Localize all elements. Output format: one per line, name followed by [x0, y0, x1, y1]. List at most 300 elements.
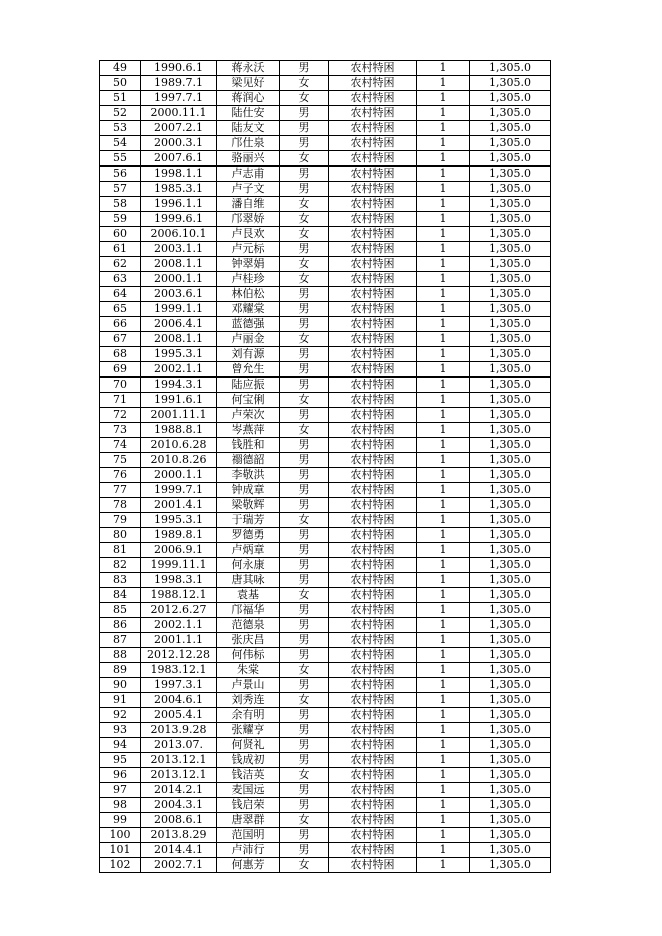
amount-cell: 1,305.0 [470, 783, 551, 798]
name-cell: 张耀亨 [217, 723, 280, 738]
gender-cell: 男 [280, 678, 329, 693]
row-number-cell: 91 [100, 693, 141, 708]
row-number-cell: 64 [100, 287, 141, 302]
category-cell: 农村特困 [329, 347, 417, 362]
row-number-cell: 54 [100, 136, 141, 151]
amount-cell: 1,305.0 [470, 212, 551, 227]
date-cell: 2003.6.1 [141, 287, 217, 302]
row-number-cell: 66 [100, 317, 141, 332]
date-cell: 2002.1.1 [141, 362, 217, 378]
count-cell: 1 [417, 302, 470, 317]
date-cell: 2000.11.1 [141, 106, 217, 121]
category-cell: 农村特困 [329, 272, 417, 287]
row-number-cell: 68 [100, 347, 141, 362]
table-row [100, 513, 551, 528]
date-cell: 1988.8.1 [141, 423, 217, 438]
amount-cell: 1,305.0 [470, 558, 551, 573]
date-cell: 1988.12.1 [141, 588, 217, 603]
amount-cell: 1,305.0 [470, 753, 551, 768]
category-cell: 农村特困 [329, 438, 417, 453]
count-cell: 1 [417, 603, 470, 618]
table-row [100, 61, 551, 76]
amount-cell: 1,305.0 [470, 828, 551, 843]
gender-cell: 男 [280, 603, 329, 618]
row-number-cell: 61 [100, 242, 141, 257]
amount-cell: 1,305.0 [470, 393, 551, 408]
table-row [100, 347, 551, 362]
gender-cell: 男 [280, 408, 329, 423]
category-cell: 农村特困 [329, 257, 417, 272]
table-row [100, 423, 551, 438]
gender-cell: 男 [280, 558, 329, 573]
category-cell: 农村特困 [329, 91, 417, 106]
category-cell: 农村特困 [329, 106, 417, 121]
gender-cell: 男 [280, 453, 329, 468]
date-cell: 2008.6.1 [141, 813, 217, 828]
date-cell: 1989.8.1 [141, 528, 217, 543]
category-cell: 农村特困 [329, 858, 417, 873]
name-cell: 李敬洪 [217, 468, 280, 483]
table-row [100, 663, 551, 678]
count-cell: 1 [417, 212, 470, 227]
gender-cell: 男 [280, 633, 329, 648]
amount-cell: 1,305.0 [470, 317, 551, 332]
gender-cell: 男 [280, 543, 329, 558]
amount-cell: 1,305.0 [470, 858, 551, 873]
gender-cell: 女 [280, 858, 329, 873]
category-cell: 农村特困 [329, 528, 417, 543]
category-cell: 农村特困 [329, 588, 417, 603]
date-cell: 2013.9.28 [141, 723, 217, 738]
date-cell: 2008.1.1 [141, 257, 217, 272]
count-cell: 1 [417, 723, 470, 738]
date-cell: 1998.1.1 [141, 166, 217, 182]
table-row [100, 633, 551, 648]
name-cell: 蓝德强 [217, 317, 280, 332]
name-cell: 于瑞芳 [217, 513, 280, 528]
date-cell: 2014.2.1 [141, 783, 217, 798]
category-cell: 农村特困 [329, 468, 417, 483]
name-cell: 余有明 [217, 708, 280, 723]
count-cell: 1 [417, 362, 470, 378]
gender-cell: 男 [280, 798, 329, 813]
date-cell: 2004.3.1 [141, 798, 217, 813]
row-number-cell: 49 [100, 61, 141, 76]
count-cell: 1 [417, 543, 470, 558]
count-cell: 1 [417, 498, 470, 513]
row-number-cell: 93 [100, 723, 141, 738]
date-cell: 2004.6.1 [141, 693, 217, 708]
date-cell: 1994.3.1 [141, 377, 217, 393]
name-cell: 卢丽金 [217, 332, 280, 347]
count-cell: 1 [417, 708, 470, 723]
category-cell: 农村特困 [329, 618, 417, 633]
date-cell: 2010.6.28 [141, 438, 217, 453]
count-cell: 1 [417, 618, 470, 633]
date-cell: 1996.1.1 [141, 197, 217, 212]
row-number-cell: 65 [100, 302, 141, 317]
category-cell: 农村特困 [329, 332, 417, 347]
gender-cell: 女 [280, 257, 329, 272]
amount-cell: 1,305.0 [470, 166, 551, 182]
amount-cell: 1,305.0 [470, 528, 551, 543]
category-cell: 农村特困 [329, 738, 417, 753]
table-row [100, 332, 551, 347]
category-cell: 农村特困 [329, 558, 417, 573]
amount-cell: 1,305.0 [470, 798, 551, 813]
count-cell: 1 [417, 663, 470, 678]
row-number-cell: 100 [100, 828, 141, 843]
gender-cell: 女 [280, 693, 329, 708]
table-row [100, 618, 551, 633]
count-cell: 1 [417, 843, 470, 858]
table-row [100, 468, 551, 483]
table-row [100, 798, 551, 813]
amount-cell: 1,305.0 [470, 513, 551, 528]
amount-cell: 1,305.0 [470, 272, 551, 287]
table-row [100, 573, 551, 588]
date-cell: 2000.3.1 [141, 136, 217, 151]
table-row [100, 453, 551, 468]
category-cell: 农村特困 [329, 61, 417, 76]
amount-cell: 1,305.0 [470, 242, 551, 257]
gender-cell: 男 [280, 438, 329, 453]
table-row [100, 528, 551, 543]
category-cell: 农村特困 [329, 723, 417, 738]
gender-cell: 女 [280, 197, 329, 212]
name-cell: 陆友文 [217, 121, 280, 136]
amount-cell: 1,305.0 [470, 843, 551, 858]
category-cell: 农村特困 [329, 798, 417, 813]
count-cell: 1 [417, 513, 470, 528]
row-number-cell: 69 [100, 362, 141, 378]
count-cell: 1 [417, 693, 470, 708]
gender-cell: 男 [280, 498, 329, 513]
count-cell: 1 [417, 573, 470, 588]
amount-cell: 1,305.0 [470, 648, 551, 663]
count-cell: 1 [417, 347, 470, 362]
row-number-cell: 60 [100, 227, 141, 242]
table-row [100, 738, 551, 753]
gender-cell: 男 [280, 783, 329, 798]
table-row [100, 603, 551, 618]
amount-cell: 1,305.0 [470, 663, 551, 678]
date-cell: 2001.4.1 [141, 498, 217, 513]
name-cell: 卢荣次 [217, 408, 280, 423]
gender-cell: 男 [280, 362, 329, 378]
name-cell: 蒋润心 [217, 91, 280, 106]
table-row [100, 76, 551, 91]
amount-cell: 1,305.0 [470, 91, 551, 106]
amount-cell: 1,305.0 [470, 498, 551, 513]
table-row [100, 783, 551, 798]
amount-cell: 1,305.0 [470, 453, 551, 468]
row-number-cell: 62 [100, 257, 141, 272]
table-row [100, 843, 551, 858]
row-number-cell: 86 [100, 618, 141, 633]
count-cell: 1 [417, 227, 470, 242]
table-row [100, 828, 551, 843]
name-cell: 邓耀棠 [217, 302, 280, 317]
name-cell: 朱棠 [217, 663, 280, 678]
name-cell: 麦国远 [217, 783, 280, 798]
name-cell: 岑燕萍 [217, 423, 280, 438]
name-cell: 卢子文 [217, 182, 280, 197]
row-number-cell: 70 [100, 377, 141, 393]
name-cell: 钟成章 [217, 483, 280, 498]
name-cell: 卢元标 [217, 242, 280, 257]
name-cell: 卢志甫 [217, 166, 280, 182]
count-cell: 1 [417, 678, 470, 693]
table-row [100, 272, 551, 287]
gender-cell: 女 [280, 76, 329, 91]
gender-cell: 女 [280, 272, 329, 287]
name-cell: 范国明 [217, 828, 280, 843]
date-cell: 1999.11.1 [141, 558, 217, 573]
row-number-cell: 74 [100, 438, 141, 453]
date-cell: 2008.1.1 [141, 332, 217, 347]
count-cell: 1 [417, 738, 470, 753]
category-cell: 农村特困 [329, 783, 417, 798]
row-number-cell: 55 [100, 151, 141, 167]
row-number-cell: 72 [100, 408, 141, 423]
date-cell: 2000.1.1 [141, 272, 217, 287]
count-cell: 1 [417, 121, 470, 136]
name-cell: 禤德韶 [217, 453, 280, 468]
amount-cell: 1,305.0 [470, 362, 551, 378]
name-cell: 曾允生 [217, 362, 280, 378]
amount-cell: 1,305.0 [470, 468, 551, 483]
amount-cell: 1,305.0 [470, 483, 551, 498]
amount-cell: 1,305.0 [470, 618, 551, 633]
amount-cell: 1,305.0 [470, 768, 551, 783]
name-cell: 刘秀连 [217, 693, 280, 708]
table-row [100, 106, 551, 121]
name-cell: 刘有源 [217, 347, 280, 362]
table-row [100, 136, 551, 151]
category-cell: 农村特困 [329, 408, 417, 423]
count-cell: 1 [417, 151, 470, 167]
table-row [100, 121, 551, 136]
count-cell: 1 [417, 813, 470, 828]
count-cell: 1 [417, 136, 470, 151]
amount-cell: 1,305.0 [470, 543, 551, 558]
category-cell: 农村特困 [329, 136, 417, 151]
category-cell: 农村特困 [329, 317, 417, 332]
category-cell: 农村特困 [329, 453, 417, 468]
category-cell: 农村特困 [329, 423, 417, 438]
category-cell: 农村特困 [329, 393, 417, 408]
date-cell: 2001.1.1 [141, 633, 217, 648]
table-row [100, 317, 551, 332]
name-cell: 唐其咏 [217, 573, 280, 588]
gender-cell: 男 [280, 377, 329, 393]
amount-cell: 1,305.0 [470, 332, 551, 347]
table-row [100, 723, 551, 738]
name-cell: 卢炳章 [217, 543, 280, 558]
amount-cell: 1,305.0 [470, 423, 551, 438]
gender-cell: 男 [280, 483, 329, 498]
row-number-cell: 63 [100, 272, 141, 287]
gender-cell: 女 [280, 227, 329, 242]
gender-cell: 女 [280, 423, 329, 438]
category-cell: 农村特困 [329, 843, 417, 858]
gender-cell: 男 [280, 121, 329, 136]
date-cell: 2006.10.1 [141, 227, 217, 242]
date-cell: 2010.8.26 [141, 453, 217, 468]
gender-cell: 女 [280, 91, 329, 106]
name-cell: 何永康 [217, 558, 280, 573]
name-cell: 何伟标 [217, 648, 280, 663]
date-cell: 2002.7.1 [141, 858, 217, 873]
row-number-cell: 94 [100, 738, 141, 753]
table-row [100, 648, 551, 663]
date-cell: 2007.6.1 [141, 151, 217, 167]
name-cell: 陆应振 [217, 377, 280, 393]
table-row [100, 362, 551, 378]
amount-cell: 1,305.0 [470, 813, 551, 828]
table-row [100, 151, 551, 167]
gender-cell: 男 [280, 648, 329, 663]
date-cell: 2013.07. [141, 738, 217, 753]
row-number-cell: 85 [100, 603, 141, 618]
gender-cell: 男 [280, 828, 329, 843]
name-cell: 何惠芳 [217, 858, 280, 873]
name-cell: 卢景山 [217, 678, 280, 693]
amount-cell: 1,305.0 [470, 106, 551, 121]
gender-cell: 女 [280, 768, 329, 783]
table-row [100, 438, 551, 453]
amount-cell: 1,305.0 [470, 76, 551, 91]
table-row [100, 708, 551, 723]
name-cell: 范德泉 [217, 618, 280, 633]
gender-cell: 男 [280, 317, 329, 332]
gender-cell: 男 [280, 618, 329, 633]
gender-cell: 女 [280, 588, 329, 603]
table-row [100, 858, 551, 873]
row-number-cell: 98 [100, 798, 141, 813]
count-cell: 1 [417, 332, 470, 347]
date-cell: 2005.4.1 [141, 708, 217, 723]
count-cell: 1 [417, 453, 470, 468]
date-cell: 1999.7.1 [141, 483, 217, 498]
gender-cell: 女 [280, 151, 329, 167]
amount-cell: 1,305.0 [470, 708, 551, 723]
gender-cell: 女 [280, 332, 329, 347]
gender-cell: 女 [280, 212, 329, 227]
table-row [100, 227, 551, 242]
gender-cell: 男 [280, 287, 329, 302]
date-cell: 1999.1.1 [141, 302, 217, 317]
category-cell: 农村特困 [329, 753, 417, 768]
name-cell: 张庆昌 [217, 633, 280, 648]
row-number-cell: 84 [100, 588, 141, 603]
table-row [100, 768, 551, 783]
table-row [100, 182, 551, 197]
gender-cell: 男 [280, 753, 329, 768]
count-cell: 1 [417, 61, 470, 76]
row-number-cell: 56 [100, 166, 141, 182]
name-cell: 何宝俐 [217, 393, 280, 408]
table-row [100, 242, 551, 257]
date-cell: 1998.3.1 [141, 573, 217, 588]
amount-cell: 1,305.0 [470, 182, 551, 197]
count-cell: 1 [417, 648, 470, 663]
date-cell: 1997.7.1 [141, 91, 217, 106]
name-cell: 袁基 [217, 588, 280, 603]
gender-cell: 男 [280, 182, 329, 197]
row-number-cell: 67 [100, 332, 141, 347]
date-cell: 1983.12.1 [141, 663, 217, 678]
name-cell: 钱胜和 [217, 438, 280, 453]
gender-cell: 女 [280, 513, 329, 528]
table-body [100, 61, 551, 873]
category-cell: 农村特困 [329, 151, 417, 167]
row-number-cell: 82 [100, 558, 141, 573]
count-cell: 1 [417, 528, 470, 543]
category-cell: 农村特困 [329, 768, 417, 783]
amount-cell: 1,305.0 [470, 302, 551, 317]
gender-cell: 男 [280, 136, 329, 151]
row-number-cell: 71 [100, 393, 141, 408]
amount-cell: 1,305.0 [470, 633, 551, 648]
count-cell: 1 [417, 106, 470, 121]
category-cell: 农村特困 [329, 633, 417, 648]
row-number-cell: 80 [100, 528, 141, 543]
table-row [100, 558, 551, 573]
category-cell: 农村特困 [329, 483, 417, 498]
table-row [100, 408, 551, 423]
amount-cell: 1,305.0 [470, 438, 551, 453]
count-cell: 1 [417, 798, 470, 813]
category-cell: 农村特困 [329, 287, 417, 302]
category-cell: 农村特困 [329, 227, 417, 242]
amount-cell: 1,305.0 [470, 603, 551, 618]
amount-cell: 1,305.0 [470, 377, 551, 393]
category-cell: 农村特困 [329, 121, 417, 136]
name-cell: 唐翠群 [217, 813, 280, 828]
row-number-cell: 83 [100, 573, 141, 588]
date-cell: 1995.3.1 [141, 347, 217, 362]
date-cell: 1989.7.1 [141, 76, 217, 91]
date-cell: 1991.6.1 [141, 393, 217, 408]
gender-cell: 男 [280, 347, 329, 362]
relief-roster-table [99, 60, 551, 873]
row-number-cell: 76 [100, 468, 141, 483]
name-cell: 卢艮欢 [217, 227, 280, 242]
name-cell: 梁见好 [217, 76, 280, 91]
gender-cell: 男 [280, 528, 329, 543]
category-cell: 农村特困 [329, 513, 417, 528]
amount-cell: 1,305.0 [470, 738, 551, 753]
count-cell: 1 [417, 423, 470, 438]
row-number-cell: 79 [100, 513, 141, 528]
count-cell: 1 [417, 588, 470, 603]
row-number-cell: 52 [100, 106, 141, 121]
category-cell: 农村特困 [329, 242, 417, 257]
name-cell: 卢桂珍 [217, 272, 280, 287]
category-cell: 农村特困 [329, 166, 417, 182]
name-cell: 钟翠娟 [217, 257, 280, 272]
gender-cell: 女 [280, 663, 329, 678]
count-cell: 1 [417, 633, 470, 648]
amount-cell: 1,305.0 [470, 61, 551, 76]
gender-cell: 女 [280, 813, 329, 828]
date-cell: 2014.4.1 [141, 843, 217, 858]
category-cell: 农村特困 [329, 603, 417, 618]
date-cell: 2006.4.1 [141, 317, 217, 332]
name-cell: 骆丽兴 [217, 151, 280, 167]
